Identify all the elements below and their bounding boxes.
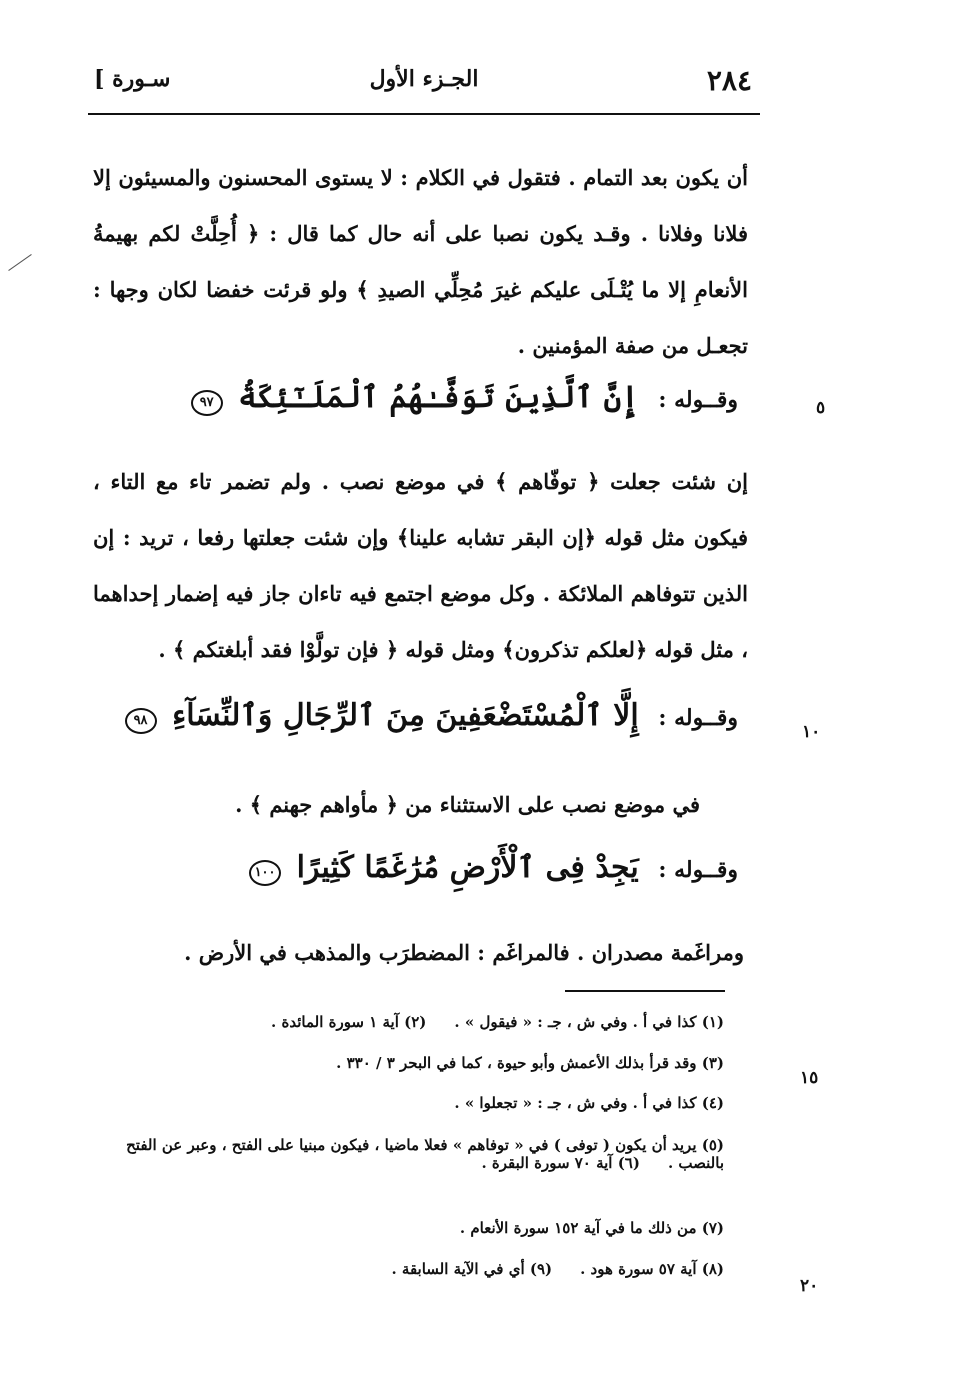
verse-label: وقــوله : (658, 857, 738, 883)
surah-label: سـورة ] (94, 66, 171, 92)
line-number-20: ٢٠ (800, 1276, 819, 1296)
verse-100 (249, 850, 738, 886)
footnote-3: (٣) وقد قرأ بذلك الأعمش وأبو حيوة ، كما في البحر ٣ / ٣٣٠ . (336, 1054, 724, 1072)
line-number-5: ٥ (816, 398, 826, 418)
footnote-6: (٦) آية ٧٠ سورة البقرة . (481, 1154, 640, 1172)
verse-label: وقــوله : (658, 705, 738, 731)
verse-97 (191, 380, 738, 416)
paragraph-1: أن يكون بعد التمام . فتقول في الكلام : لا يستوى المحسنون والمسيئون إلا فلانا وفلانا . وقـد يكون نصبا على أنه حال كما قال : ﴿ أُحِلَّتْ لكم بهيمةُ الأنعامِ إلا ما يُتْـلَى عليكم غيرَ مُحِلِّي الصيدِ ﴾ ولو قرئت خفضا لكان وجها : تجعـل من صفة المؤمنين . (93, 165, 748, 358)
paragraph-4: ومراغَمة مصدران . فالمراغَم : المضطرَب والمذهب في الأرض . (184, 940, 744, 965)
footnote-line-2 (336, 1054, 724, 1072)
line-number-10: ١٠ (802, 722, 821, 742)
verse-text: يَجِدْ فِى ٱلْأَرْضِ مُرَٰغَمًا كَثِيرًا (296, 850, 639, 885)
verse-label: وقــوله : (658, 387, 738, 413)
verse-number-badge: ٩٨ (125, 708, 157, 734)
footnote-7: (٧) من ذلك ما في آية ١٥٢ سورة الأنعام . (459, 1219, 724, 1237)
paragraph-3: في موضع نصب على الاستثناء من ﴿ مأواهم جهنم ﴾ . (235, 792, 700, 817)
footnote-2: (٢) آية ١ سورة المائدة . (271, 1013, 427, 1031)
footnote-9: (٩) أي في الآية السابقة . (391, 1260, 553, 1278)
volume-title: الجـزء الأول (369, 66, 479, 92)
scan-mark (8, 254, 32, 271)
page-number: ٢٨٤ (706, 64, 752, 97)
footnote-rule (565, 990, 725, 992)
footnote-4: (٤) كذا في أ . وفي ش ، جـ : « تجعلوا » . (454, 1094, 724, 1112)
footnote-line-6 (460, 1219, 724, 1237)
verse-98 (125, 698, 738, 734)
footnote-line-1 (271, 1013, 724, 1031)
line-number-15: ١٥ (800, 1068, 819, 1088)
footnote-8: (٨) آية ٥٧ سورة هود . (580, 1260, 724, 1278)
footnote-line-3 (454, 1094, 724, 1112)
verse-number-badge: ٩٧ (191, 390, 223, 416)
verse-text: إِلَّا ٱلْمُسْتَضْعَفِينَ مِنَ ٱلرِّجَالِ وَٱلنِّسَآءِ (172, 698, 639, 733)
verse-text: إِنَّ ٱلَّذِينَ تَوَفَّـٰهُمُ ٱلْمَلَـٰٓئِكَةُ (238, 380, 639, 415)
running-header (88, 62, 760, 102)
verse-number-badge: ١٠٠ (249, 860, 281, 886)
footnote-line-7 (391, 1260, 724, 1278)
footnote-line-4 (85, 1136, 724, 1172)
footnote-5: (٥) يريد أن يكون ( توفى ) في « توفاهم » فعلا ماضيا ، فيكون مبنيا على الفتح ، وعبر عن الفتح بالنصب . (126, 1136, 724, 1172)
header-rule (88, 113, 760, 115)
footnote-1: (١) كذا في أ . وفي ش ، جـ : « فيقول » . (454, 1013, 724, 1031)
paragraph-2: إن شئت جعلت ﴿ توفّاهم ﴾ في موضع نصب . ولم تضمر تاء مع التاء ، فيكون مثل قوله ﴿إن البقر تشابه علينا﴾ وإن شئت جعلتها رفعا ، تريد : إن الذين تتوفاهم الملائكة . وكل موضع اجتمع فيه تاءان جاز فيه إضمار إحداهما ، مثل قوله ﴿لعلكم تذكرون﴾ ومثل قوله ﴿ فإن تولَّوْا فقد أبلغتكم ﴾ . (93, 469, 748, 662)
